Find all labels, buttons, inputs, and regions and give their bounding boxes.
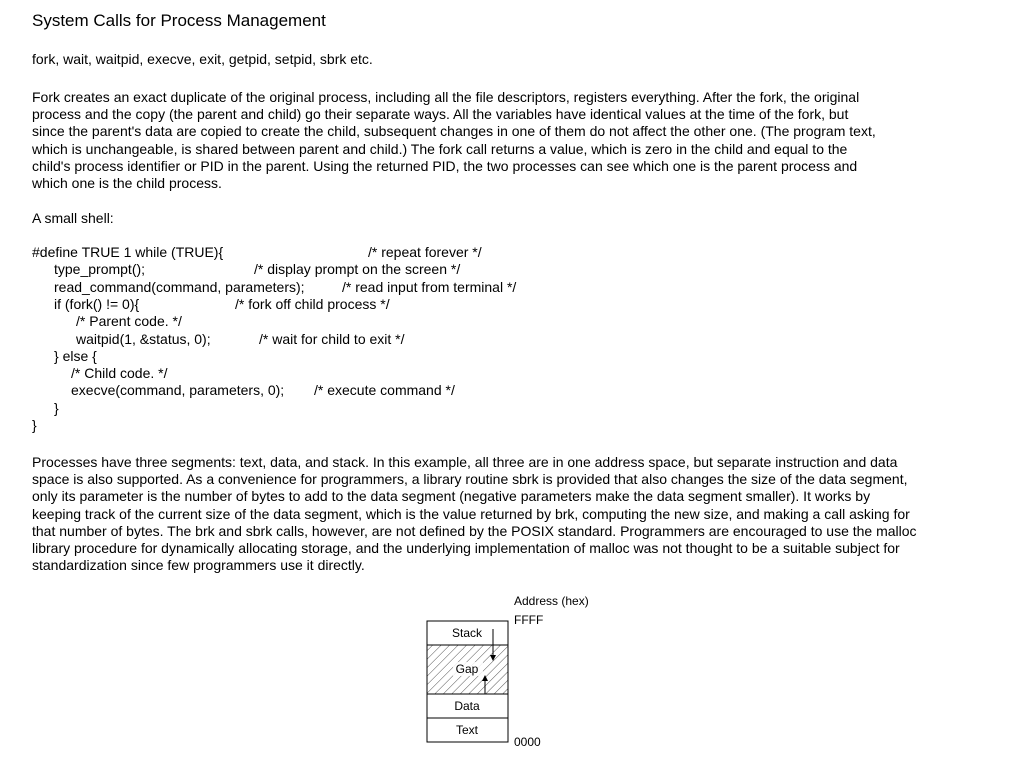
code-comment: /* display prompt on the screen */ [254,261,461,278]
code-line: type_prompt(); [54,261,146,278]
paragraph-line: process and the copy (the parent and child) go their separate ways. All the variables have identical values at the time of the fork, but [32,106,849,123]
page-title: System Calls for Process Management [32,11,326,30]
high-address-label: FFFF [514,613,544,627]
code-line: } [32,417,37,433]
code-comment: /* execute command */ [314,382,455,399]
code-line: execve(command, parameters, 0); [71,382,285,399]
memory-layout-diagram [420,615,520,750]
data-label: Data [454,699,480,713]
fork-paragraph [32,89,876,192]
segments-paragraph [32,454,917,574]
paragraph-line: only its parameter is the number of bytes to add to the data segment (negative parameters make the data segment smaller). It works by [32,488,871,505]
code-line: /* Child code. */ [71,365,168,382]
paragraph-line: which one is the child process. [32,175,222,192]
paragraph-line: which is unchangeable, is shared between parent and child.) The fork call returns a value, which is zero in the child and equal to the [32,140,848,157]
code-comment: /* wait for child to exit */ [259,330,405,347]
paragraph-line: since the parent's data are copied to create the child, subsequent changes in one of them do not affect the other one. (The program text, [32,123,876,140]
paragraph-line: Processes have three segments: text, data, and stack. In this example, all three are in one address space, but separate instruction and data [32,454,898,470]
paragraph-line: that number of bytes. The brk and sbrk calls, however, are not defined by the POSIX standard. Programmers are encouraged to use the malloc [32,522,917,539]
paragraph-line: keeping track of the current size of the data segment, which is the value returned by brk, computing the new size, and making a call asking for [32,505,910,522]
code-line: read_command(command, parameters); [54,278,305,295]
paragraph-line: library procedure for dynamically allocating storage, and the underlying implementation of malloc was not thought to be a suitable subject for [32,540,900,557]
text-label: Text [455,723,479,737]
code-line: if (fork() != 0){ [54,295,140,312]
stack-label: Stack [451,626,483,640]
syscall-list: fork, wait, waitpid, execve, exit, getpid, setpid, sbrk etc. [32,51,373,67]
shell-label: A small shell: [32,210,114,226]
paragraph-line: Fork creates an exact duplicate of the original process, including all the file descriptors, registers everything. After the fork, the original [32,89,860,105]
low-address-label: 0000 [514,735,541,749]
code-comment: /* read input from terminal */ [342,278,517,295]
code-line: } else { [54,347,97,364]
address-label: Address (hex) [514,594,589,608]
paragraph-line: standardization since few programmers use it directly. [32,557,365,574]
code-line: /* Parent code. */ [76,313,182,330]
code-line: } [54,399,59,416]
gap-label: Gap [455,662,479,676]
paragraph-line: child's process identifier or PID in the parent. Using the returned PID, the two processes can see which one is the parent process and [32,157,858,174]
code-line: #define TRUE 1 while (TRUE){ [32,244,224,260]
code-comment: /* fork off child process */ [235,295,390,312]
code-line: waitpid(1, &status, 0); [76,330,211,347]
paragraph-line: space is also supported. As a convenience for programmers, a library routine sbrk is provided that also changes the size of the data segment, [32,471,908,488]
code-comment: /* repeat forever */ [368,244,482,260]
